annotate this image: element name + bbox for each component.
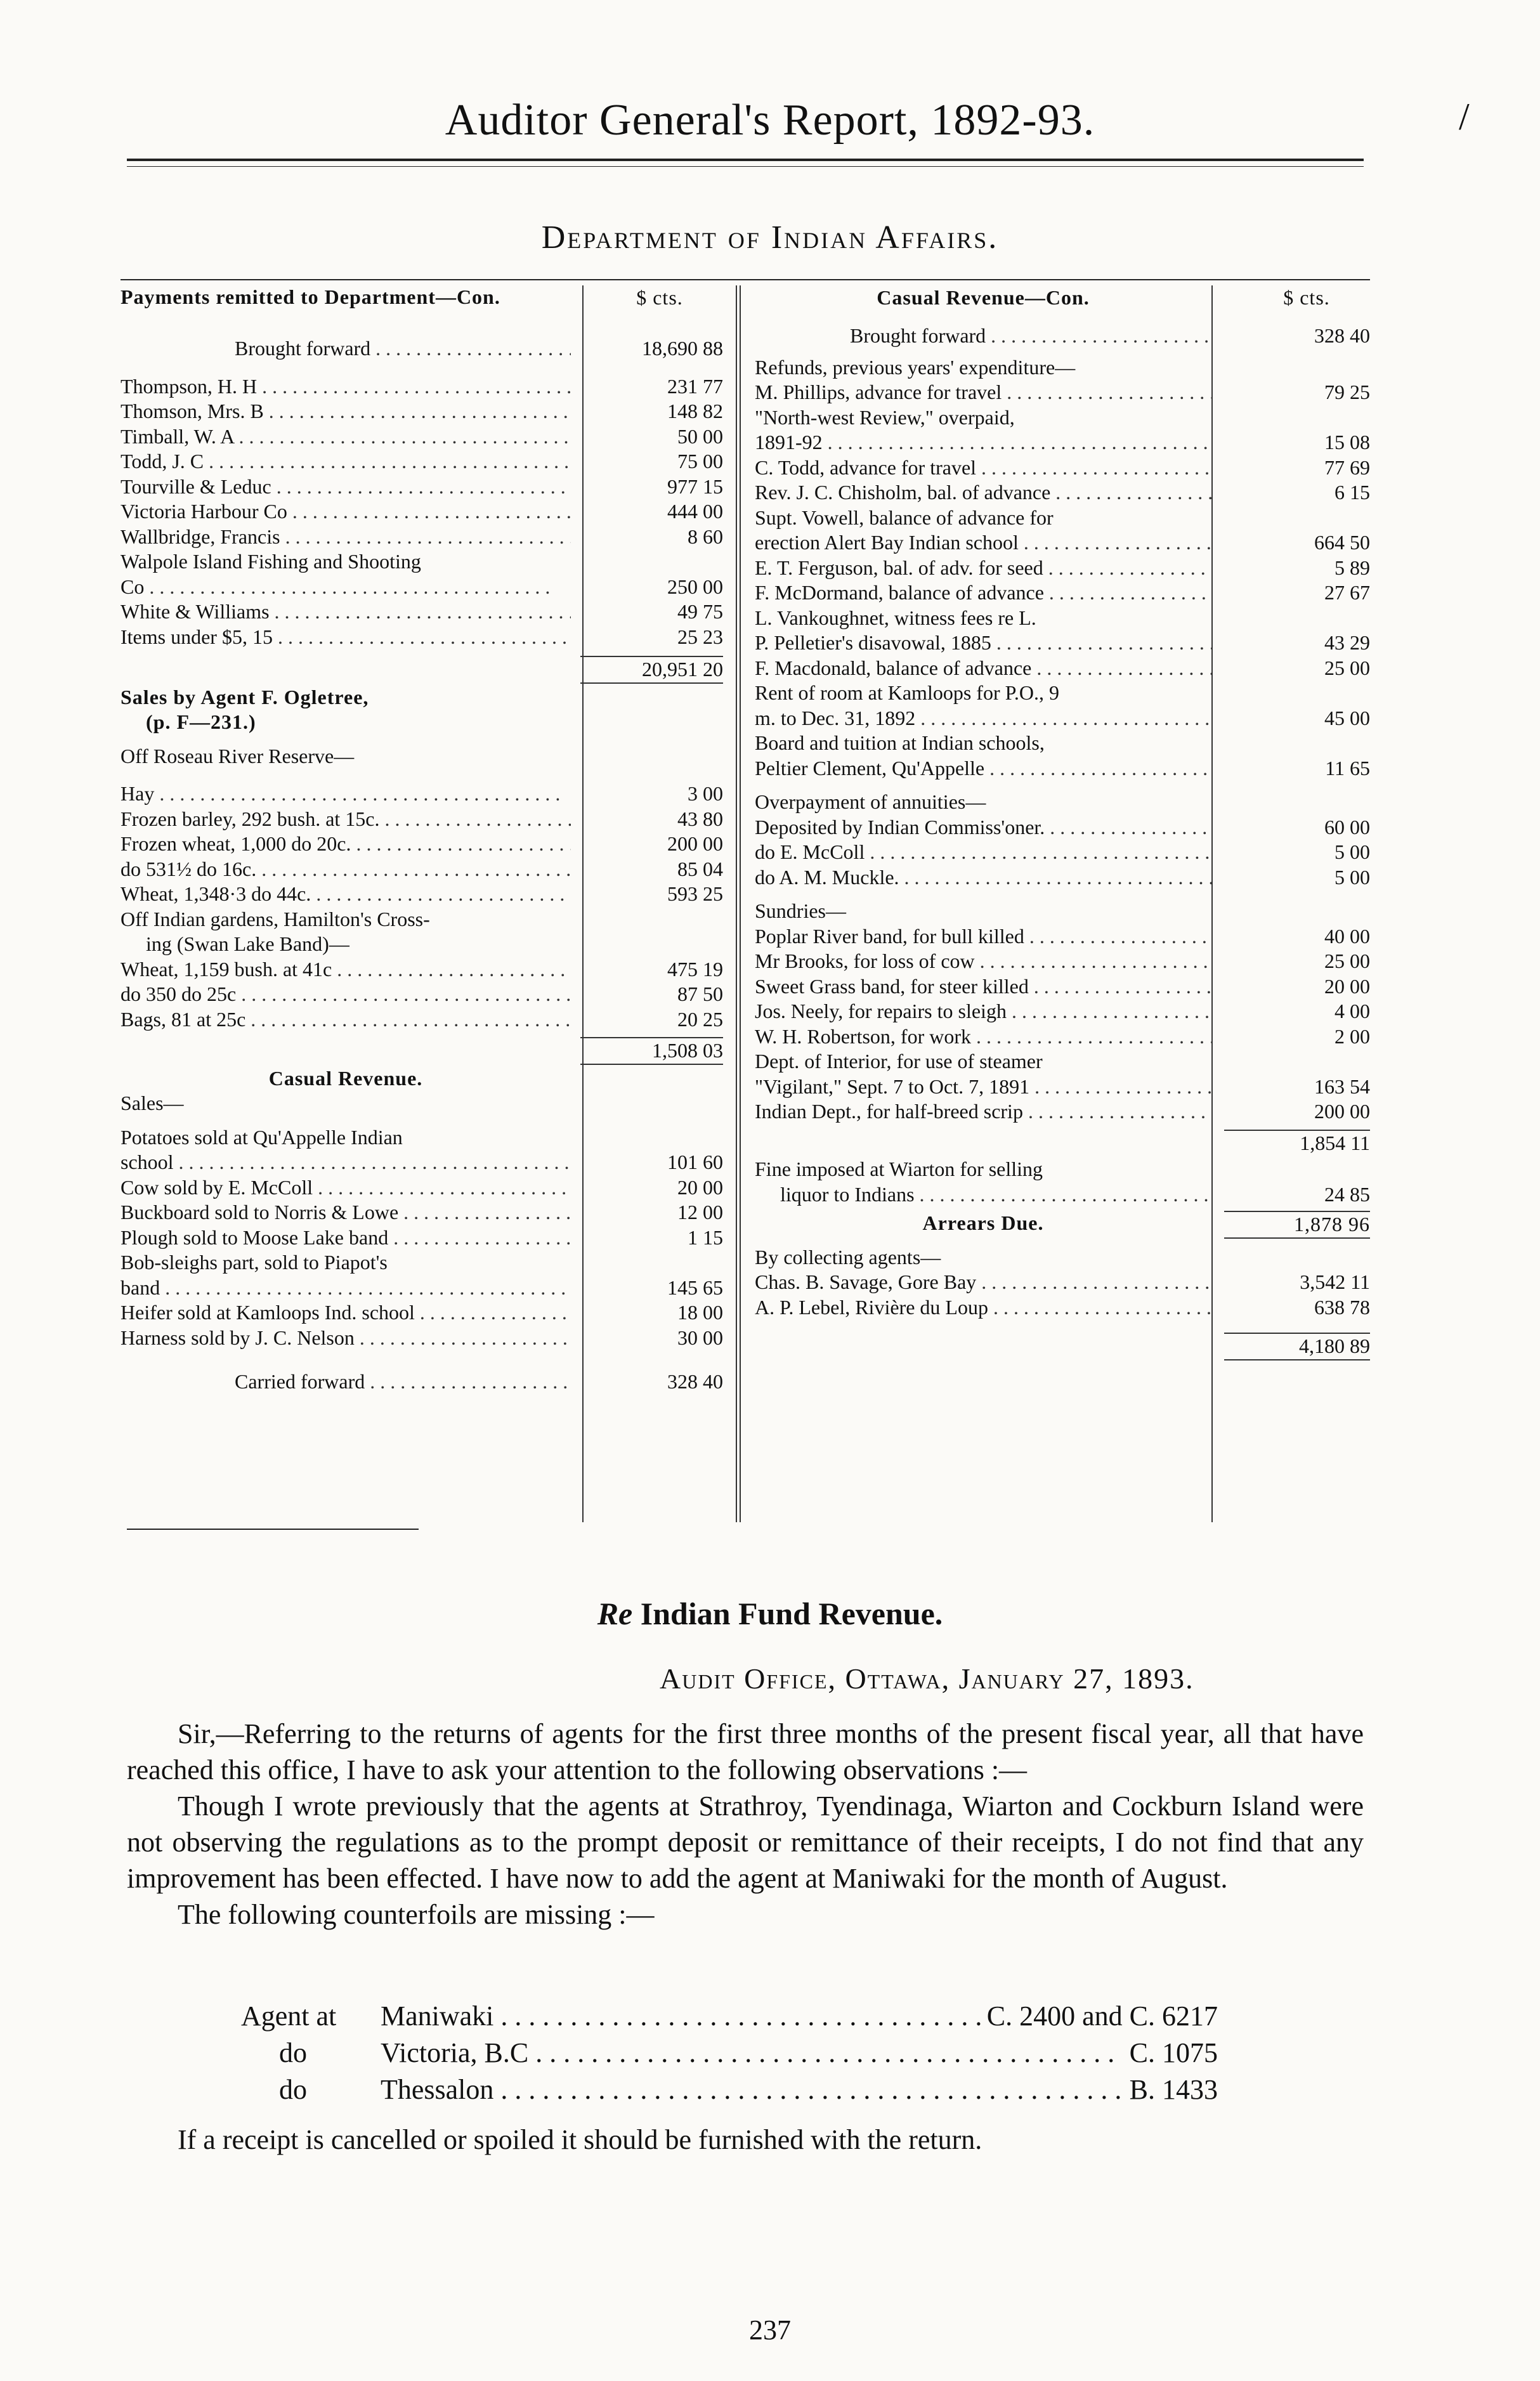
right-column [755,285,1370,1358]
ledger-row-label: m. to Dec. 31, 1892 . . . [755,706,1211,731]
gardens-heading-2: ing (Swan Lake Band)— [146,932,349,955]
left-column [121,285,729,1395]
ledger-row-label: W. H. Robertson, for work . . . [755,1024,1211,1050]
ledger-row [755,840,1370,865]
ledger-row-label: Thomson, Mrs. B . . . [121,399,571,424]
sales-total: 1,508 03 [580,1037,723,1065]
ledger-row [755,1024,1370,1050]
ledger-row-label: Wheat, 1,348·3 do 44c. . . . [121,882,571,907]
ledger-row [755,506,1370,531]
ledger-row-amount: 5 89 [1334,556,1370,579]
left-brought-forward-amount: 18,690 88 [642,337,723,360]
ledger-row [755,1099,1370,1125]
ledger-row-label: Thompson, H. H . . . [121,374,571,400]
ledger-row-label: school . . . [121,1150,571,1175]
ledger-row-label: Victoria Harbour Co . . . [121,499,571,525]
ledger-row-amount: 79 25 [1324,381,1370,403]
ledger-row-amount: 43 80 [677,807,723,830]
carried-forward-amount: 328 40 [667,1370,723,1393]
ledger-row-amount: 6 15 [1334,481,1370,504]
overpayment-heading: Overpayment of annuities— [755,790,986,813]
ledger-row-label: Supt. Vowell, balance of advance for [755,506,1054,529]
ledger-row [755,731,1370,756]
ledger-row-amount: 475 19 [667,957,723,981]
right-title: Casual Revenue—Con. [877,286,1090,309]
ledger-row-amount: 977 15 [667,474,723,498]
missing-numbers: C. 2400 and C. 6217 [986,2000,1218,2032]
ledger-row-amount: 15 08 [1324,431,1370,453]
ledger-row-label: Items under $5, 15 . . . [121,625,571,650]
ledger-row-label: Walpole Island Fishing and Shooting [121,550,421,573]
ledger-row [755,1074,1370,1100]
missing-row [241,1998,1218,2035]
ledger-row [755,430,1370,455]
ledger-row [755,815,1370,840]
left-amount-header: $ cts. [636,286,683,309]
ledger-row-amount: 49 75 [677,600,723,623]
ledger-row-amount: 87 50 [677,982,723,1005]
ledger-row [121,625,729,650]
ledger-row-amount: 2 00 [1334,1024,1370,1048]
ledger-row-amount: 75 00 [677,450,723,473]
ledger-row-label: Mr Brooks, for loss of cow . . . [755,949,1211,974]
ledger-row [755,630,1370,656]
ledger-row-label: Poplar River band, for bull killed . . . [755,924,1211,949]
ledger-row-label: Jos. Neely, for repairs to sleigh . . . [755,999,1211,1024]
overpayment-list [755,815,1370,890]
missing-who: do [279,2037,307,2068]
ledger-row-label: M. Phillips, advance for travel . . . [755,380,1211,405]
ledger-row-amount: 20 00 [677,1175,723,1199]
ledger-row-amount: 664 50 [1314,531,1370,554]
collecting-heading: By collecting agents— [755,1245,941,1269]
ledger-row [755,756,1370,781]
ledger-row-amount: 3 00 [688,782,723,805]
casual-title: Casual Revenue. [268,1066,423,1090]
page-mark: / [1459,96,1470,138]
ledger-row-label: Frozen wheat, 1,000 do 20c. . . . [121,832,571,857]
ledger-row [121,1200,729,1225]
running-head: Auditor General's Report, 1892-93. [445,96,1095,145]
ledger-row [121,549,729,575]
ledger-row-label: Sweet Grass band, for steer killed . . . [755,974,1211,1000]
head-rule [127,159,1364,161]
ledger-row-label: Bob-sleighs part, sold to Piapot's [121,1251,388,1274]
roseau-list [121,781,729,907]
fine-amount: 24 85 [1324,1182,1370,1206]
ledger-row-label: Peltier Clement, Qu'Appelle . . . [755,756,1211,781]
ledger-row-amount: 444 00 [667,500,723,523]
letter-paragraph-2: Though I wrote previously that the agents at Strathroy, Tyendinaga, Wiarton and Cockburn Island were not observing the regulations as to the prompt deposit or remittance of their receipts, I do not find that any improvement has been effected. I have now to add the agent at Maniwaki for the month of August. [127,1791,1364,1894]
ledger-row [121,1007,729,1033]
ledger-row-amount: 231 77 [667,374,723,398]
ledger-row-label: Frozen barley, 292 bush. at 15c. . . . [121,807,571,832]
gardens-list [121,957,729,1033]
ledger-row [121,807,729,832]
ledger-row-amount: 250 00 [667,575,723,598]
casual-list [121,1125,729,1351]
page-number: 237 [749,2314,791,2345]
ledger-row [121,449,729,474]
ledger-row [755,865,1370,890]
section-title-prefix: Re [597,1596,633,1631]
ledger-row-label: Buckboard sold to Norris & Lowe . . . [121,1200,571,1225]
ledger-row-amount: 77 69 [1324,455,1370,479]
ledger-row-label: Heifer sold at Kamloops Ind. school . . . [121,1300,571,1326]
right-amount-header: $ cts. [1283,286,1330,309]
ledger-row-amount: 5 00 [1334,865,1370,889]
missing-numbers: C. 1075 [1129,2037,1218,2068]
ledger-row-label: White & Williams . . . [121,599,571,625]
ledger-row-label: Harness sold by J. C. Nelson . . . [121,1326,571,1351]
ledger-row-label: do 531½ do 16c. . . . [121,857,571,882]
ledger-row-label: "Vigilant," Sept. 7 to Oct. 7, 1891 . . . [755,1074,1211,1100]
sundries-list [755,924,1370,1125]
refunds-list [755,380,1370,781]
ledger-row-label: P. Pelletier's disavowal, 1885 . . . [755,630,1211,656]
ledger-row [755,405,1370,431]
ledger-row-amount: 45 00 [1324,706,1370,729]
left-title: Payments remitted to Department—Con. [121,285,500,308]
missing-row [241,2035,1218,2071]
sales-label: Sales— [121,1092,184,1114]
ledger-row [121,1225,729,1251]
letter-body [127,1716,1364,1933]
ledger-row [121,882,729,907]
ledger-row [121,1175,729,1201]
ledger-row [121,374,729,400]
ledger-row [121,474,729,500]
ledger-row-label: do 350 do 25c . . . [121,982,571,1007]
ledger-row-label: Hay . . . [121,781,571,807]
fine-line-1: Fine imposed at Wiarton for selling [755,1158,1043,1180]
ledger-row [755,1270,1370,1295]
fine-line-2: liquor to Indians . . . [755,1182,1211,1208]
ledger-row [755,455,1370,481]
ledger-row-amount: 148 82 [667,400,723,422]
ledger-row-amount: 20 25 [677,1007,723,1031]
ledger-row-amount: 163 54 [1314,1074,1370,1098]
missing-counterfoils [241,1998,1218,2108]
ledger-row [121,1326,729,1351]
ledger-row [121,832,729,857]
ledger-row-label: Rev. J. C. Chisholm, bal. of advance . . . [755,480,1211,506]
ledger-row-label: Plough sold to Moose Lake band . . . [121,1225,571,1251]
sales-title: Sales by Agent F. Ogletree, [121,685,369,708]
ledger-row [121,1150,729,1175]
ledger-row-amount: 1 15 [688,1225,723,1249]
ledger-row [755,380,1370,405]
ledger-row [755,530,1370,556]
arrears-list [755,1270,1370,1320]
ledger-row-amount: 638 78 [1314,1295,1370,1319]
ledger-row-label: Tourville & Leduc . . . [121,474,571,500]
ledger-row-amount: 593 25 [667,882,723,905]
ledger-row-label: do E. McColl . . . [755,840,1211,865]
ledger-row-amount: 20 00 [1324,974,1370,998]
ledger-row-label: Dept. of Interior, for use of steamer [755,1050,1043,1073]
missing-who: do [279,2074,307,2105]
ledger-table [121,285,1370,1529]
ledger-row [755,1295,1370,1321]
missing-who: Agent at [241,2000,337,2032]
ledger-row-label: erection Alert Bay Indian school . . . [755,530,1211,556]
ledger-row-label: Deposited by Indian Commiss'oner. . . . [755,815,1211,840]
sundries-heading: Sundries— [755,899,846,922]
ledger-row [121,424,729,450]
ledger-row-amount: 25 00 [1324,656,1370,679]
ledger-row [755,556,1370,581]
ledger-row-amount: 43 29 [1324,631,1370,654]
missing-row [241,2071,1218,2108]
ledger-row [121,957,729,982]
ledger-row-label: Indian Dept., for half-breed scrip . . . [755,1099,1211,1125]
letter-paragraph-1: Sir,—Referring to the returns of agents for the first three months of the present fiscal year, all that have reached this office, I have to ask your attention to the following observations :— [127,1718,1364,1785]
ledger-row-label: Potatoes sold at Qu'Appelle Indian [121,1125,403,1149]
ledger-row-label: Co . . . [121,575,571,600]
ledger-row-label: E. T. Ferguson, bal. of adv. for seed . . . [755,556,1211,581]
missing-place: Maniwaki . . . [381,1998,981,2035]
ledger-row [121,525,729,550]
ledger-row-label: Chas. B. Savage, Gore Bay . . . [755,1270,1211,1295]
ledger-row-amount: 30 00 [677,1326,723,1349]
section-title-text: Indian Fund Revenue. [640,1596,943,1631]
fine-total: 1,878 96 [1224,1211,1370,1239]
letter-paragraph-3: The following counterfoils are missing :— [178,1899,655,1930]
ledger-row [755,1049,1370,1074]
ledger-row-label: C. Todd, advance for travel . . . [755,455,1211,481]
ledger-row-label: "North-west Review," overpaid, [755,405,1015,429]
ledger-row-label: Bags, 81 at 25c . . . [121,1007,571,1033]
ledger-row-label: 1891-92 . . . [755,430,1211,455]
missing-place: Victoria, B.C . . . [381,2035,1123,2071]
right-brought-forward-amount: 328 40 [1314,324,1370,347]
ledger-row-label: do A. M. Muckle. . . . [755,865,1211,890]
ledger-row-amount: 60 00 [1324,815,1370,838]
table-top-rule [121,279,1370,280]
ledger-row-amount: 8 60 [688,525,723,548]
ledger-row-label: Cow sold by E. McColl . . . [121,1175,571,1201]
arrears-total: 4,180 89 [1224,1333,1370,1360]
left-payments-list [121,374,729,650]
ledger-row-label: Timball, W. A . . . [121,424,571,450]
ledger-row [121,575,729,600]
right-brought-forward-label: Brought forward . . . [755,323,1211,349]
ledger-row-amount: 25 23 [677,625,723,648]
arrears-title: Arrears Due. [922,1211,1044,1234]
ledger-row-label: Board and tuition at Indian schools, [755,731,1045,754]
ledger-row [755,974,1370,1000]
ledger-row-amount: 4 00 [1334,1000,1370,1022]
ledger-row-amount: 12 00 [677,1201,723,1223]
gardens-heading-1: Off Indian gardens, Hamilton's Cross- [121,907,430,930]
ledger-row [755,656,1370,681]
table-bottom-rule [127,1529,419,1530]
missing-numbers: B. 1433 [1129,2074,1218,2105]
left-payments-total: 20,951 20 [580,656,723,684]
refunds-heading: Refunds, previous years' expenditure— [755,355,1076,379]
ledger-row [121,857,729,882]
missing-place: Thessalon . . . [381,2071,1123,2108]
ledger-row-amount: 18 00 [677,1301,723,1324]
ledger-row-amount: 101 60 [667,1151,723,1173]
ledger-row-amount: 145 65 [667,1275,723,1299]
ledger-row [755,949,1370,974]
section-title [0,1595,1540,1632]
dateline: Audit Office, Ottawa, January 27, 1893. [660,1662,1194,1695]
ledger-row-label: Todd, J. C . . . [121,449,571,474]
ledger-row [121,1275,729,1301]
ledger-row-label: band . . . [121,1275,571,1301]
ledger-rule-middle [736,285,737,1522]
ledger-row [755,681,1370,706]
ledger-row-label: Rent of room at Kamloops for P.O., 9 [755,681,1059,704]
ledger-row-label: F. McDormand, balance of advance . . . [755,580,1211,606]
ledger-row [121,1300,729,1326]
ledger-rule-middle-2 [740,285,741,1522]
ledger-row-amount: 25 00 [1324,949,1370,972]
carried-forward-label: Carried forward . . . [121,1369,571,1395]
ledger-row-label: A. P. Lebel, Rivière du Loup . . . [755,1295,1211,1321]
ledger-row [121,781,729,807]
ledger-row [755,999,1370,1024]
ledger-row-amount: 27 67 [1324,581,1370,604]
closing-line: If a receipt is cancelled or spoiled it should be furnished with the return. [178,2124,982,2155]
ledger-row [121,599,729,625]
ledger-row [755,580,1370,606]
ledger-row-amount: 50 00 [677,424,723,448]
roseau-heading: Off Roseau River Reserve— [121,744,355,767]
ledger-row [121,1250,729,1275]
sales-ref: (p. F—231.) [146,710,256,733]
ledger-row-amount: 85 04 [677,857,723,880]
ledger-row [755,924,1370,949]
department-heading: Department of Indian Affairs. [541,219,999,256]
ledger-row-label: Wallbridge, Francis . . . [121,525,571,550]
ledger-row-amount: 200 00 [667,832,723,855]
ledger-row [755,706,1370,731]
head-rule-thin [127,166,1364,167]
ledger-row-amount: 40 00 [1324,924,1370,948]
ledger-row-amount: 5 00 [1334,840,1370,863]
ledger-row-amount: 11 65 [1325,756,1370,780]
ledger-row [121,1125,729,1151]
ledger-row-label: L. Vankoughnet, witness fees re L. [755,606,1036,629]
ledger-row-amount: 3,542 11 [1300,1270,1370,1293]
left-brought-forward-label: Brought forward . . . [121,336,571,362]
ledger-row [121,399,729,424]
ledger-row [755,606,1370,631]
ledger-row-label: F. Macdonald, balance of advance . . . [755,656,1211,681]
casual-total: 1,854 11 [1224,1130,1370,1156]
ledger-row [121,982,729,1007]
ledger-row [121,499,729,525]
ledger-row-label: Wheat, 1,159 bush. at 41c . . . [121,957,571,982]
ledger-row [755,480,1370,506]
ledger-row-amount: 200 00 [1314,1100,1370,1123]
